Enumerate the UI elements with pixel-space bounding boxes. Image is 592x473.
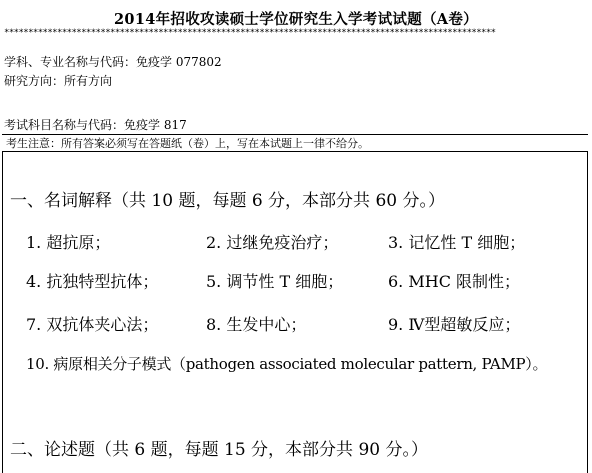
exam-notice: 考生注意：所有答案必须写在答题纸（卷）上，写在本试题上一律不给分。 <box>2 134 588 152</box>
direction-line: 研究方向：所有方向 <box>4 74 113 88</box>
term-item: 10. 病原相关分子模式（pathogen associated molecular pattern, PAMP）。 <box>26 355 548 373</box>
subject-line: 考试科目名称与代码：免疫学 817 <box>4 118 187 132</box>
term-item: 5. 调节性 T 细胞； <box>206 272 344 291</box>
section-1-heading: 一、名词解释（共 10 题，每题 6 分，本部分共 60 分。） <box>10 191 446 211</box>
major-line: 学科、专业名称与代码：免疫学 077802 <box>4 55 222 69</box>
term-item: 2. 过继免疫治疗； <box>206 233 339 252</box>
term-item: 6. MHC 限制性； <box>388 272 521 291</box>
term-item: 3. 记忆性 T 细胞； <box>388 233 526 252</box>
term-item: 8. 生发中心； <box>206 315 307 334</box>
section-2-heading: 二、论述题（共 6 题，每题 15 分，本部分共 90 分。） <box>10 440 429 460</box>
exam-title: 2014年招收攻读硕士学位研究生入学考试试题（A卷） <box>114 11 478 28</box>
term-item: 4. 抗独特型抗体； <box>26 272 159 291</box>
term-item: 7. 双抗体夹心法； <box>26 315 159 334</box>
star-separator: ****************************************************************************************************** <box>4 28 496 38</box>
term-item: 9. Ⅳ型超敏反应； <box>388 315 521 334</box>
term-item: 1. 超抗原； <box>26 233 111 252</box>
